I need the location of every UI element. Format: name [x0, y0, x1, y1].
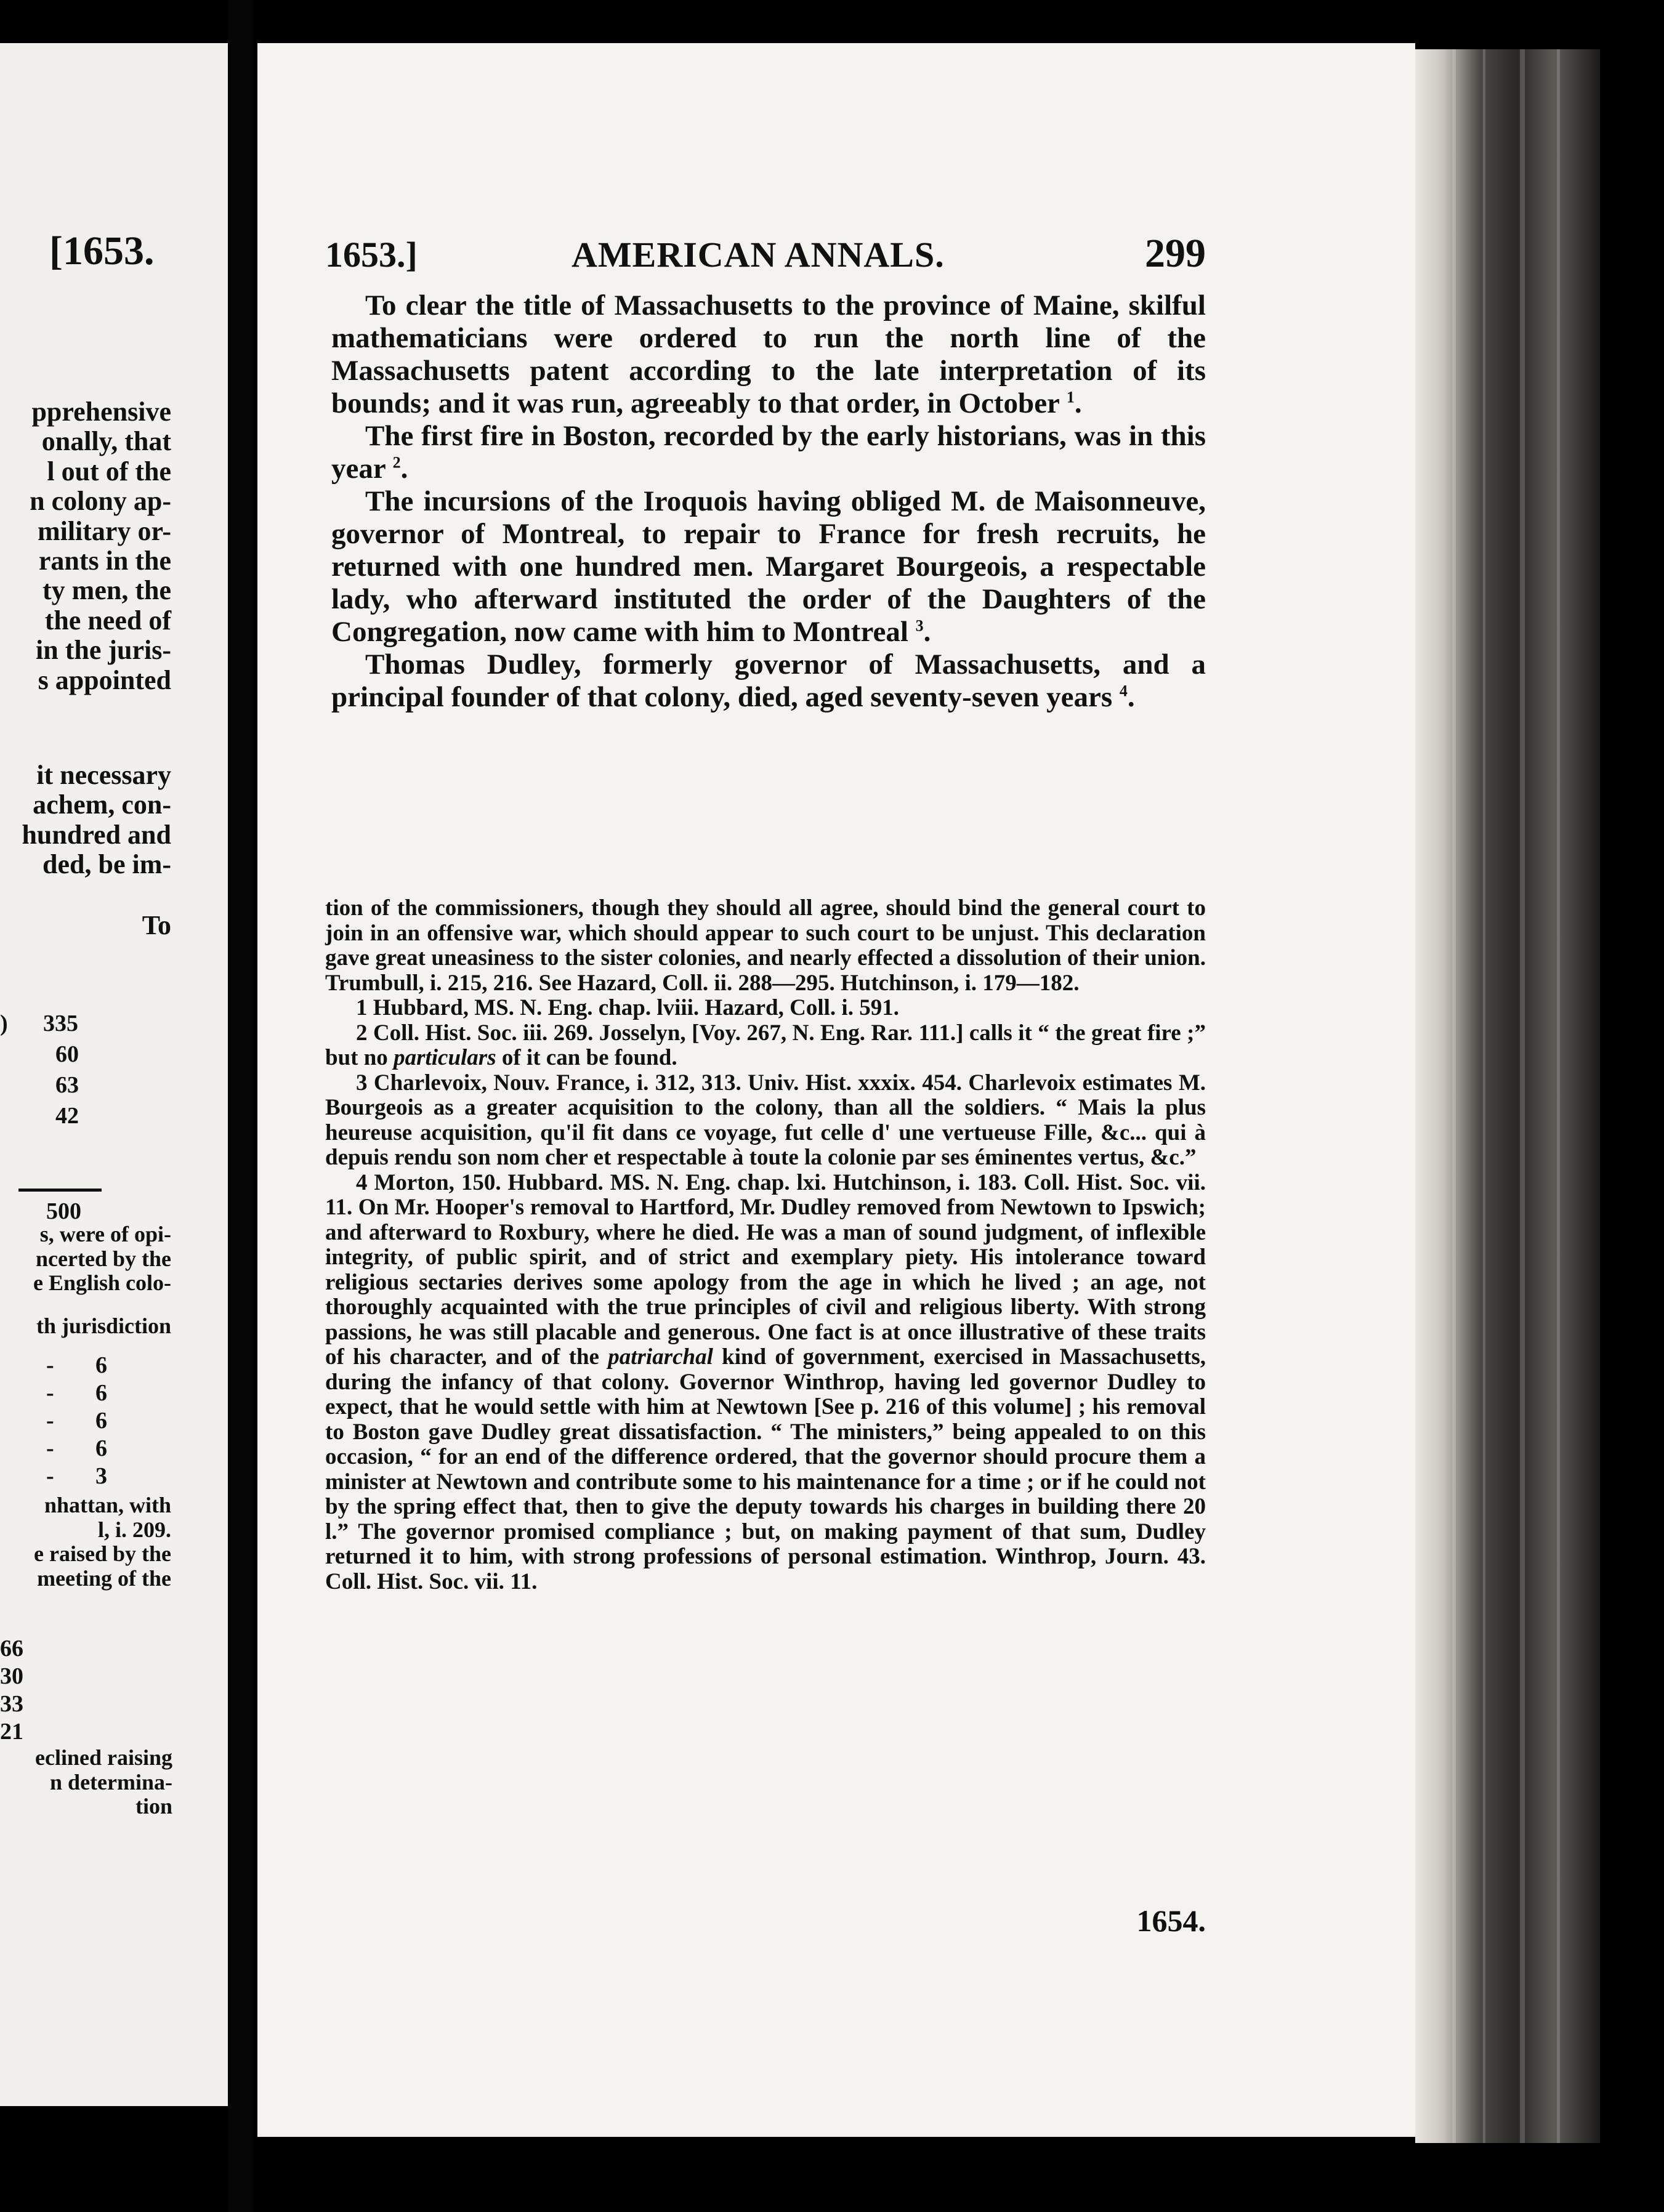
footnote-ref: 1: [1066, 388, 1075, 406]
sixes-dash: -: [46, 1380, 54, 1406]
sixes-dash: -: [46, 1352, 54, 1378]
footnote-3: 3 Charlevoix, Nouv. France, i. 312, 313. Univ. Hist. xxxix. 454. Charlevoix estimates M. Bourgeois as a greater acquisition to the colony, than all the soldiers. “ Mais la plus heureuse acquisition, qu'il fit dans ce voyage, fut celle d' une vertueuse Fille, &c... qui à depuis rendu son nom cher et respectable à toute la colonie par ses éminentes vertus, &c.”: [325, 1070, 1206, 1170]
left-line: s, were of opi-: [39, 1222, 171, 1246]
left-line: pprehensive: [31, 397, 171, 427]
left-line: n determina-: [50, 1769, 172, 1794]
previous-page-text-manhattan: [0, 1493, 228, 1591]
left-line: n colony ap-: [30, 486, 171, 517]
tally-value: 42: [55, 1103, 79, 1129]
num-value: 30: [0, 1663, 23, 1689]
left-line: th jurisdiction: [36, 1313, 171, 1338]
left-line: in the juris-: [36, 635, 171, 666]
left-line: e English colo-: [33, 1270, 171, 1296]
sixes-value: 6: [95, 1352, 107, 1378]
left-line: tion: [135, 1794, 172, 1819]
left-line: s appointed: [38, 664, 171, 695]
book-gutter: [228, 0, 252, 2212]
left-line: it necessary: [36, 760, 171, 790]
footnote-2: 2 Coll. Hist. Soc. iii. 269. Josselyn, [Voy. 267, N. Eng. Rar. 111.] calls it “ the great fire ;” but no particulars of it can be found.: [325, 1020, 1206, 1070]
footnote-4: 4 Morton, 150. Hubbard. MS. N. Eng. chap. lxi. Hutchinson, i. 183. Coll. Hist. Soc. vii. 11. On Mr. Hooper's removal to Hartford, Mr. Dudley removed from Newtown to Ipswich; and afterward to Roxbury, where he died. He was a man of sound judgment, of inflexible integrity, of public spirit, and of strict and exemplary piety. His intolerance toward religious sectaries derives some apology from the age in which he lived ; an age, not thoroughly acquainted with the true principles of civil and religious liberty. With strong passions, he was still placable and generous. One fact is at once illustrative of these traits of his character, and of the patriarchal kind of government, exercised in Massachusetts, during the infancy of that colony. Governor Winthrop, having led governor Dudley to expect, that he would settle with him at Newtown [See p. 216 of this volume] ; his removal to Boston gave Dudley great dissatisfaction. “ The ministers,” being appealed to on this occasion, “ for an end of the difference ordered, that the governor should procure them a minister at Newtown and contribute some to his maintenance for a time ; or if he could not by the spring effect that, then to give the deputy towards his charges in building there 20 l.” The governor promised compliance ; but, on making payment of that sum, Dudley returned it to him, with strong professions of personal estimation. Winthrop, Journ. 43. Coll. Hist. Soc. vii. 11.: [325, 1169, 1206, 1594]
left-line: achem, con-: [33, 789, 171, 820]
tally-total: 500: [46, 1198, 81, 1224]
num-value: 66: [0, 1636, 23, 1661]
left-line: ded, be im-: [42, 849, 171, 880]
sixes-dash: -: [46, 1408, 54, 1434]
left-line: nhattan, with: [44, 1493, 171, 1517]
tally-value: 60: [55, 1041, 79, 1067]
footnotes: [325, 896, 1206, 1594]
running-head-title: AMERICAN ANNALS.: [571, 235, 945, 275]
sixes-dash: -: [46, 1463, 54, 1489]
sixes-value: 6: [95, 1435, 107, 1461]
tally-value: 335: [43, 1011, 78, 1036]
num-value: 33: [0, 1691, 23, 1717]
footnote-ref: 2: [392, 453, 401, 472]
paragraph-boundary: To clear the title of Massachusetts to the province of Maine, skilful mathematicians were ordered to run the north line of the Massachusetts patent according to the late interpretation of its bounds; and it was run, agreeably to that order, in October $^1$.: [331, 289, 1206, 419]
left-line: onally, that: [41, 426, 171, 457]
previous-page-text-top: [0, 397, 228, 695]
footnote-continuation: tion of the commissioners, though they should all agree, should bind the general court to join in an offensive war, which should appear to such court to be unjust. This declaration gave great uneasiness to the sister colonies, and nearly effected a dissolution of their union. Trumbull, i. 215, 216. See Hazard, Coll. ii. 288—295. Hutchinson, i. 179—182.: [325, 895, 1206, 996]
footnote-ref: 4: [1119, 682, 1128, 700]
num-value: 21: [0, 1719, 23, 1745]
left-line: ncerted by the: [36, 1246, 171, 1271]
running-head-year: 1653.]: [325, 235, 418, 275]
sixes-value: 3: [95, 1463, 107, 1489]
catchword: 1654.: [1136, 1903, 1206, 1938]
left-line: military or-: [37, 515, 171, 546]
previous-page-fragment: [0, 43, 228, 2106]
left-line: meeting of the: [37, 1565, 171, 1591]
footnote-ref: 3: [915, 616, 924, 635]
main-text: [331, 289, 1206, 714]
left-catchword: To: [142, 910, 171, 940]
left-line: hundred and: [22, 819, 171, 850]
paragraph-boston-fire: The first fire in Boston, recorded by the early historians, was in this year $^2$.: [331, 420, 1206, 485]
left-line: ty men, the: [42, 575, 171, 606]
sixes-dash: -: [46, 1435, 54, 1461]
left-line: e raised by the: [34, 1541, 171, 1567]
left-line: eclined raising: [35, 1745, 172, 1770]
previous-page-header: [1653.: [49, 228, 155, 273]
left-line: l, i. 209.: [97, 1517, 171, 1542]
paragraph-montreal: The incursions of the Iroquois having obliged M. de Maisonneuve, governor of Montreal, to repair to France for fresh recruits, he returned with one hundred men. Margaret Bourgeois, a respectable lady, who afterward instituted the order of the Daughters of the Congregation, now came with him to Montreal $^3$.: [331, 485, 1206, 648]
previous-page-text-end: [0, 1746, 228, 1819]
left-line: the need of: [44, 605, 171, 636]
tally-bracket: ): [0, 1011, 8, 1036]
page-edges: [1415, 49, 1600, 2143]
left-line: rants in the: [38, 545, 171, 576]
running-head: [325, 231, 1206, 289]
previous-page-text-low: [0, 1222, 228, 1338]
page-number: 299: [1145, 231, 1206, 276]
book-page: [257, 43, 1415, 2137]
tally-rule: [18, 1189, 102, 1192]
previous-page-text-mid: [0, 761, 228, 940]
paragraph-dudley: Thomas Dudley, formerly governor of Massachusetts, and a principal founder of that colony, died, aged seventy-seven years $^4$.: [331, 648, 1206, 713]
footnote-1: 1 Hubbard, MS. N. Eng. chap. lviii. Hazard, Coll. i. 591.: [356, 995, 899, 1020]
sixes-value: 6: [95, 1408, 107, 1434]
tally-value: 63: [55, 1072, 79, 1098]
sixes-value: 6: [95, 1380, 107, 1406]
left-line: l out of the: [47, 456, 171, 486]
